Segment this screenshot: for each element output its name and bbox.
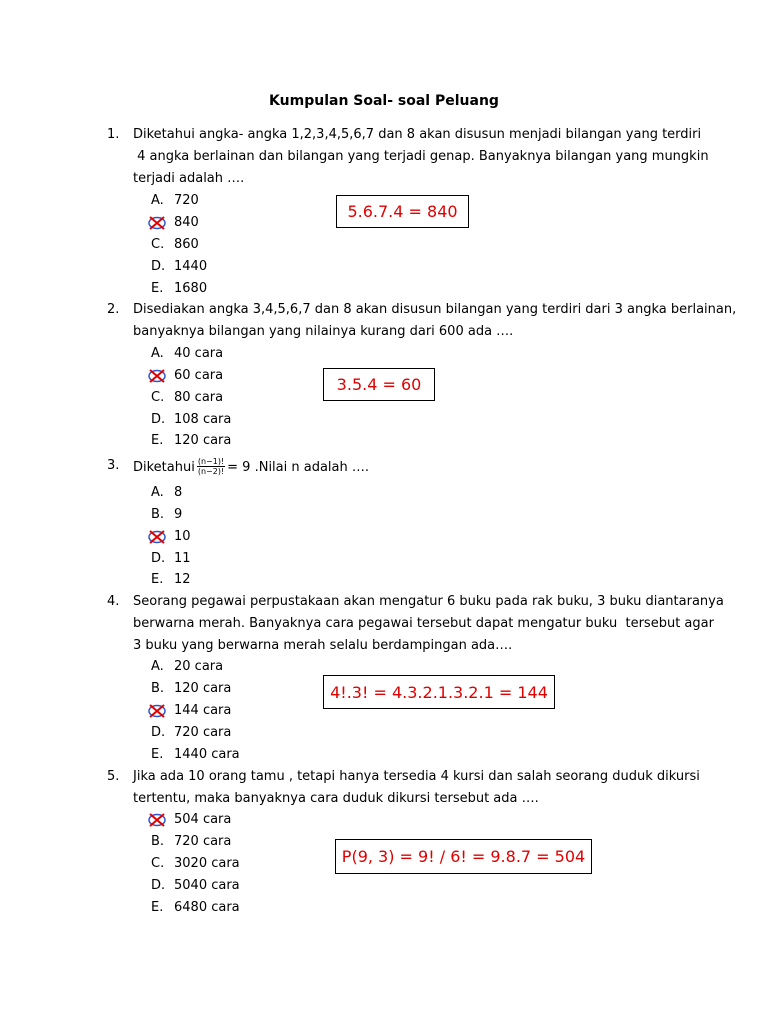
option-text: 40 cara bbox=[174, 346, 224, 361]
question-text-line: Seorang pegawai perpustakaan akan mengatur 6 buku pada rak buku, 3 buku diantaranya bbox=[133, 594, 724, 609]
option-text: 120 cara bbox=[174, 681, 232, 696]
question-number: 2. bbox=[107, 302, 120, 317]
option-text: 6480 cara bbox=[174, 900, 240, 915]
cross-mark-icon bbox=[147, 216, 167, 230]
answer-box: 3.5.4 = 60 bbox=[323, 368, 435, 401]
question-number: 3. bbox=[107, 458, 120, 473]
question-prefix: Diketahui bbox=[133, 460, 195, 475]
option-text: 80 cara bbox=[174, 390, 224, 405]
option-label: E. bbox=[151, 433, 164, 448]
question-text-line: terjadi adalah …. bbox=[133, 171, 245, 186]
option-text: 1680 bbox=[174, 281, 208, 296]
option-label: B. bbox=[151, 507, 165, 522]
question-text-line: Diketahui angka- angka 1,2,3,4,5,6,7 dan 8 akan disusun menjadi bilangan yang terdiri bbox=[133, 127, 702, 142]
question-text-line bbox=[133, 458, 369, 477]
cross-mark-icon bbox=[147, 369, 167, 383]
option-text: 8 bbox=[174, 485, 183, 500]
option-label: E. bbox=[151, 900, 164, 915]
document-title: Kumpulan Soal- soal Peluang bbox=[269, 93, 499, 109]
option-text: 9 bbox=[174, 507, 183, 522]
answer-box: 4!.3! = 4.3.2.1.3.2.1 = 144 bbox=[323, 675, 555, 709]
option-label: D. bbox=[151, 551, 166, 566]
option-text: 1440 cara bbox=[174, 747, 240, 762]
option-label: A. bbox=[151, 193, 164, 208]
question-suffix: = 9 .Nilai n adalah …. bbox=[227, 460, 370, 475]
question-number: 4. bbox=[107, 594, 120, 609]
option-text: 720 cara bbox=[174, 725, 232, 740]
option-text: 1440 bbox=[174, 259, 208, 274]
option-label: E. bbox=[151, 747, 164, 762]
fraction bbox=[197, 457, 225, 476]
option-label: C. bbox=[151, 390, 165, 405]
option-label: C. bbox=[151, 856, 165, 871]
option-text: 720 cara bbox=[174, 834, 232, 849]
option-text: 840 bbox=[174, 215, 199, 230]
answer-box: P(9, 3) = 9! / 6! = 9.8.7 = 504 bbox=[335, 839, 592, 874]
fraction-denominator: (n−2)! bbox=[197, 467, 225, 476]
option-label: D. bbox=[151, 725, 166, 740]
question-text-line: Disediakan angka 3,4,5,6,7 dan 8 akan disusun bilangan yang terdiri dari 3 angka berlainan, bbox=[133, 302, 737, 317]
answer-box: 5.6.7.4 = 840 bbox=[336, 195, 469, 228]
option-text: 860 bbox=[174, 237, 199, 252]
option-label: E. bbox=[151, 281, 164, 296]
option-text: 3020 cara bbox=[174, 856, 240, 871]
question-text-line: berwarna merah. Banyaknya cara pegawai tersebut dapat mengatur buku tersebut agar bbox=[133, 616, 714, 631]
option-text: 504 cara bbox=[174, 812, 232, 827]
question-number: 5. bbox=[107, 769, 120, 784]
option-text: 120 cara bbox=[174, 433, 232, 448]
cross-mark-icon bbox=[147, 530, 167, 544]
option-text: 11 bbox=[174, 551, 191, 566]
question-number: 1. bbox=[107, 127, 120, 142]
option-text: 12 bbox=[174, 572, 191, 587]
option-label: A. bbox=[151, 485, 164, 500]
question-text-line: tertentu, maka banyaknya cara duduk dikursi tersebut ada …. bbox=[133, 791, 539, 806]
option-label: A. bbox=[151, 659, 164, 674]
option-text: 720 bbox=[174, 193, 199, 208]
option-label: B. bbox=[151, 681, 165, 696]
question-text-line: banyaknya bilangan yang nilainya kurang dari 600 ada …. bbox=[133, 324, 514, 339]
option-text: 144 cara bbox=[174, 703, 232, 718]
option-label: C. bbox=[151, 237, 165, 252]
option-text: 10 bbox=[174, 529, 191, 544]
option-label: D. bbox=[151, 259, 166, 274]
fraction-numerator: (n−1)! bbox=[197, 457, 225, 466]
question-text-line: 3 buku yang berwarna merah selalu berdampingan ada…. bbox=[133, 638, 513, 653]
question-text-line: Jika ada 10 orang tamu , tetapi hanya tersedia 4 kursi dan salah seorang duduk dikursi bbox=[133, 769, 700, 784]
option-text: 60 cara bbox=[174, 368, 224, 383]
option-text: 108 cara bbox=[174, 412, 232, 427]
question-text-line: 4 angka berlainan dan bilangan yang terjadi genap. Banyaknya bilangan yang mungkin bbox=[133, 149, 709, 164]
option-label: B. bbox=[151, 834, 165, 849]
option-label: D. bbox=[151, 412, 166, 427]
cross-mark-icon bbox=[147, 813, 167, 827]
option-label: D. bbox=[151, 878, 166, 893]
cross-mark-icon bbox=[147, 704, 167, 718]
option-label: E. bbox=[151, 572, 164, 587]
option-text: 5040 cara bbox=[174, 878, 240, 893]
option-text: 20 cara bbox=[174, 659, 224, 674]
option-label: A. bbox=[151, 346, 164, 361]
